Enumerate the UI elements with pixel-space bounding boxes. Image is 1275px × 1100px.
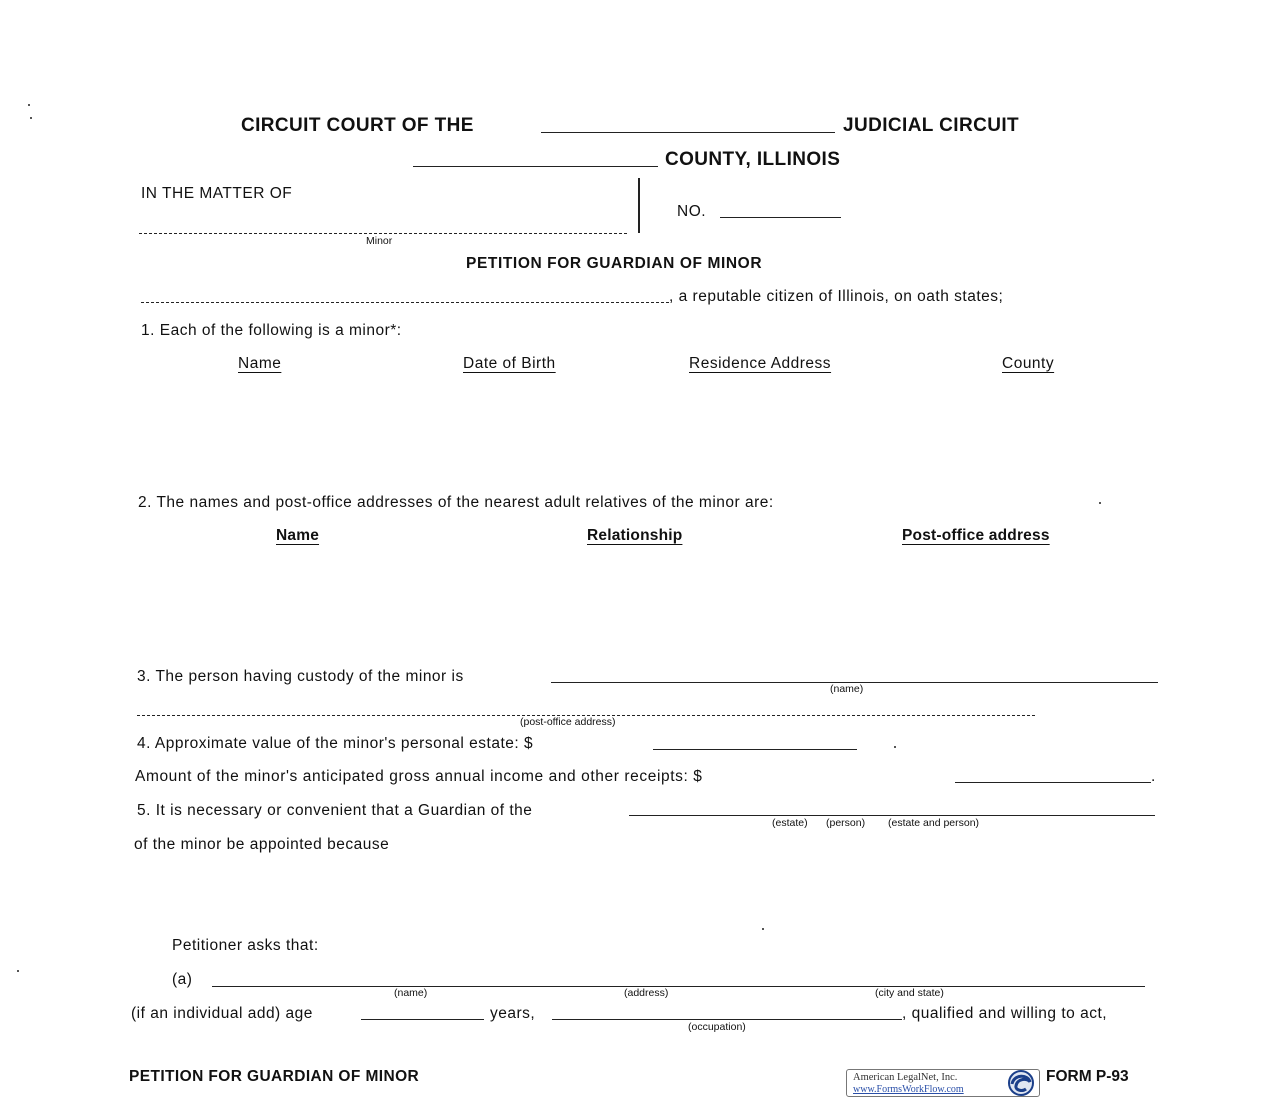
publisher-name: American LegalNet, Inc. — [853, 1072, 958, 1083]
court-title-prefix: CIRCUIT COURT OF THE — [241, 115, 474, 136]
age-blank[interactable] — [361, 1019, 484, 1020]
petitioner-name-blank[interactable] — [141, 302, 669, 303]
guardian-name-address-blank[interactable] — [212, 986, 1145, 987]
caption-city-state: (city and state) — [875, 987, 944, 999]
item-a-label: (a) — [172, 971, 193, 988]
minor-name-blank[interactable] — [139, 233, 627, 234]
occupation-blank[interactable] — [552, 1019, 902, 1020]
section1-col-county: County — [1002, 355, 1055, 372]
county-title: COUNTY, ILLINOIS — [665, 149, 841, 170]
petitioner-statement: , a reputable citizen of Illinois, on oath states; — [669, 288, 1004, 305]
petitioner-asks-text: Petitioner asks that: — [172, 937, 319, 954]
income-blank[interactable] — [955, 782, 1151, 783]
caption-person: (person) — [826, 817, 866, 829]
footer-title: PETITION FOR GUARDIAN OF MINOR — [129, 1068, 420, 1085]
publisher-logo[interactable] — [846, 1069, 1040, 1097]
personal-estate-blank[interactable] — [653, 749, 857, 750]
caption-guardian-name: (name) — [394, 987, 428, 999]
circuit-number-blank[interactable] — [541, 132, 835, 133]
section2-col-name: Name — [276, 527, 320, 544]
income-text: Amount of the minor's anticipated gross annual income and other receipts: $ — [135, 768, 703, 785]
scan-speck — [1099, 502, 1101, 504]
caption-estate-and-person: (estate and person) — [888, 817, 980, 829]
scan-speck — [762, 928, 764, 930]
scan-speck — [28, 104, 30, 106]
court-title-suffix: JUDICIAL CIRCUIT — [843, 115, 1019, 136]
years-label: years, — [490, 1005, 536, 1022]
custodian-name-caption: (name) — [830, 683, 864, 695]
section2-col-address: Post-office address — [902, 527, 1050, 544]
section5-text: 5. It is necessary or convenient that a Guardian of the — [137, 802, 533, 819]
caption-guardian-address: (address) — [624, 987, 669, 999]
income-end: . — [1151, 768, 1156, 785]
case-number-label: NO. — [677, 203, 707, 220]
section4-text: 4. Approximate value of the minor's personal estate: $ — [137, 735, 534, 752]
form-title: PETITION FOR GUARDIAN OF MINOR — [466, 255, 763, 272]
section1-col-residence: Residence Address — [689, 355, 832, 372]
in-the-matter-of-label: IN THE MATTER OF — [141, 185, 293, 202]
form-number: FORM P-93 — [1046, 1068, 1129, 1085]
custodian-address-caption: (post-office address) — [520, 716, 616, 728]
scan-speck — [894, 746, 896, 748]
occupation-caption: (occupation) — [688, 1021, 746, 1033]
section1-col-dob: Date of Birth — [463, 355, 556, 372]
county-name-blank[interactable] — [413, 166, 658, 167]
scan-speck — [30, 117, 32, 119]
minor-caption: Minor — [366, 235, 393, 247]
caption-brace — [628, 178, 640, 233]
section2-text: 2. The names and post-office addresses of the nearest adult relatives of the minor are: — [138, 494, 774, 511]
scan-speck — [17, 970, 19, 972]
section3-text: 3. The person having custody of the minor is — [137, 668, 464, 685]
guardian-type-blank[interactable] — [629, 815, 1155, 816]
publisher-url[interactable]: www.FormsWorkFlow.com — [853, 1084, 964, 1095]
section1-col-name: Name — [238, 355, 282, 372]
section1-text: 1. Each of the following is a minor*: — [141, 322, 402, 339]
qualified-text: , qualified and willing to act, — [902, 1005, 1108, 1022]
case-number-blank[interactable] — [720, 217, 841, 218]
caption-estate: (estate) — [772, 817, 808, 829]
section2-col-relationship: Relationship — [587, 527, 683, 544]
age-label: (if an individual add) age — [131, 1005, 313, 1022]
section5-continuation: of the minor be appointed because — [134, 836, 390, 853]
globe-swirl-icon — [1004, 1068, 1038, 1098]
